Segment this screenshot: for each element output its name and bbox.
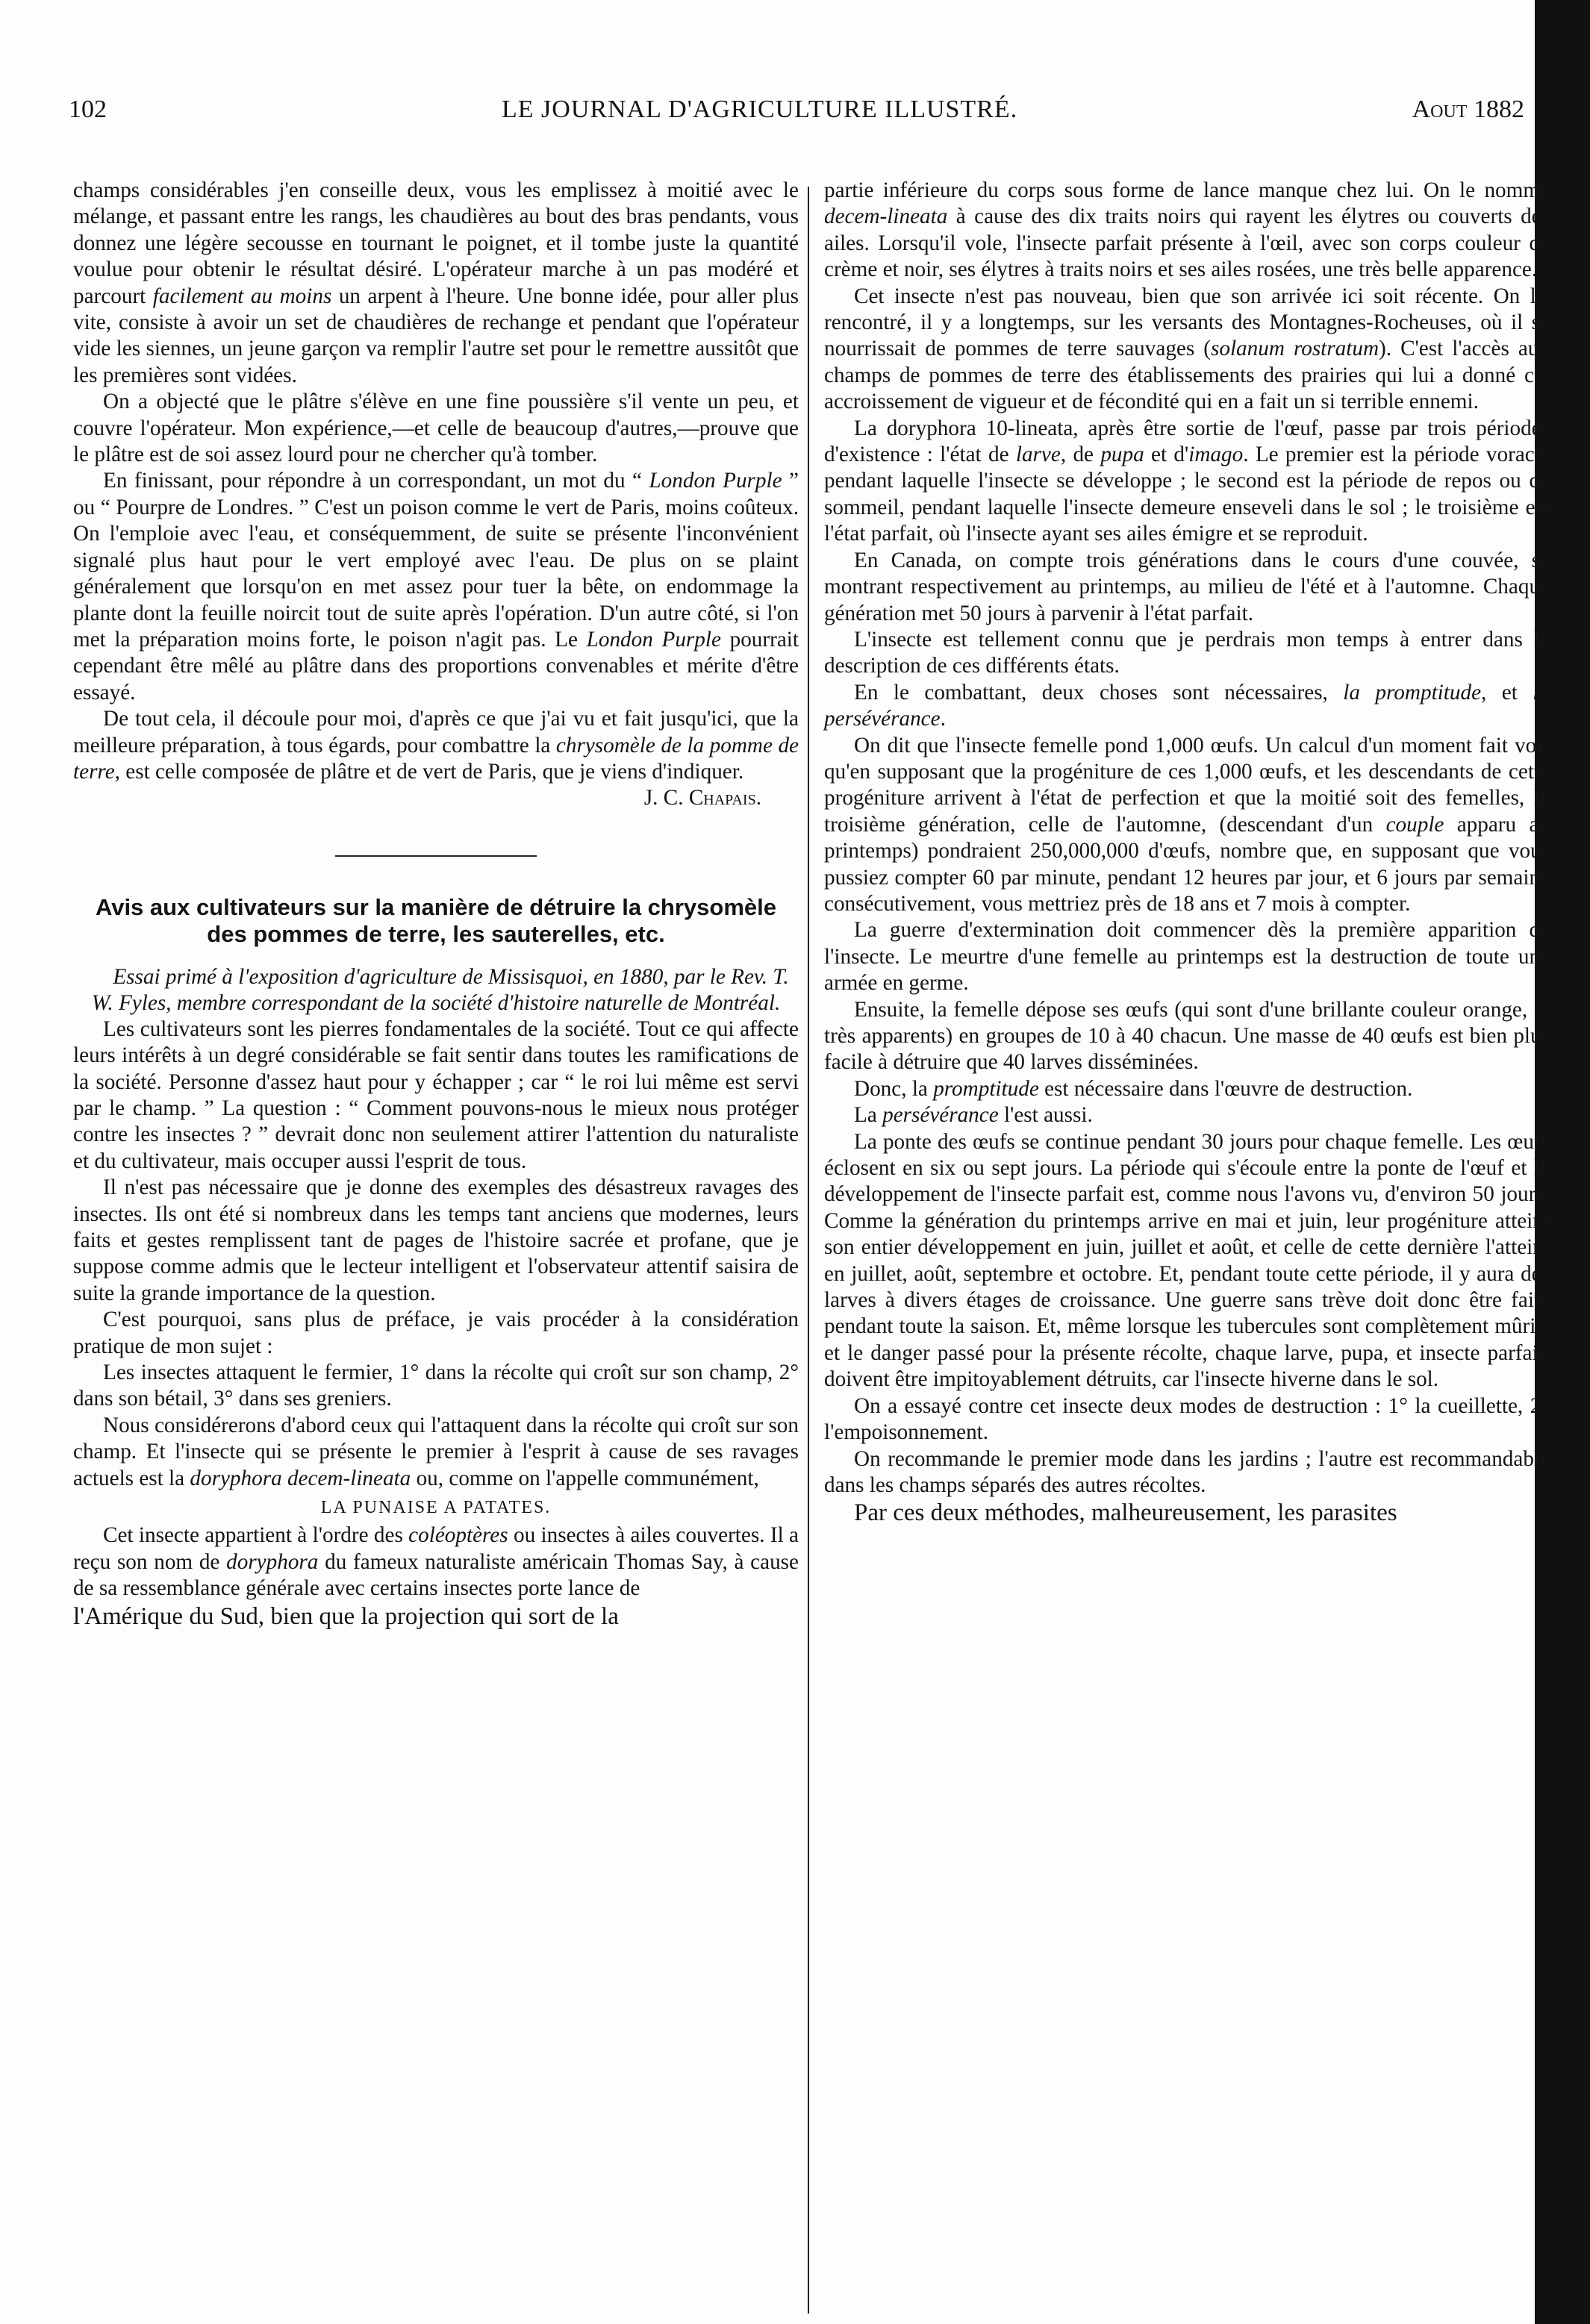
article-separator [335, 855, 537, 857]
paragraph-last-line: l'Amérique du Sud, bien que la projection qui sort de la [73, 1602, 619, 1630]
page-number: 102 [69, 96, 107, 123]
column-divider [808, 187, 809, 2314]
paragraph: partie inférieure du corps sous forme de lance manque chez lui. On le nomme decem-lineata à cause des dix traits noirs qui rayent les élytres ou couverts des ailes. Lorsqu'il vole, l'insecte parfait présente à l'œil, avec son corps couleur de crème et noir, ses élytres à traits noirs et ses ailes rosées, une très belle apparence. [824, 178, 1550, 282]
paragraph: L'insecte est tellement connu que je perdrais mon temps à entrer dans la description de ces différents états. [824, 627, 1550, 678]
paragraph: On a objecté que le plâtre s'élève en une fine poussière s'il vente un peu, et couvre l'opérateur. Mon expérience,—et celle de beaucoup d'autres,—prouve que le plâtre est de soi assez lourd pour ne chercher qu'à tomber. [73, 390, 799, 467]
paragraph: Les insectes attaquent le fermier, 1° dans la récolte qui croît sur son champ, 2° dans son bétail, 3° dans ses greniers. [73, 1361, 799, 1411]
right-column [824, 178, 1550, 1527]
paragraph: C'est pourquoi, sans plus de préface, je vais procéder à la considération pratique de mon sujet : [73, 1308, 799, 1358]
paragraph: En le combattant, deux choses sont nécessaires, la promptitude, et la persévérance. [824, 680, 1550, 731]
article-title: Avis aux cultivateurs sur la manière de détruire la chrysomèle des pommes de terre, les sauterelles, etc. [95, 893, 777, 947]
paragraph: La persévérance l'est aussi. [854, 1103, 1093, 1128]
left-column [73, 178, 799, 1631]
paragraph: Cet insecte appartient à l'ordre des coléoptères ou insectes à ailes couvertes. Il a reçu son nom de doryphora du fameux naturaliste américain Thomas Say, à cause de sa ressemblance générale avec certains insectes porte lance de [73, 1523, 799, 1601]
paragraph: Les cultivateurs sont les pierres fondamentales de la société. Tout ce qui affecte leurs intérêts à un degré considérable se fait sentir dans toutes les ramifications de la société. Personne d'assez haut pour y échapper ; car “ le roi lui même est servi par le champ. ” La question : “ Comment pouvons-nous le mieux nous protéger contre les insectes ? ” devrait donc non seulement attirer l'attention du naturaliste et du cultivateur, mais occuper aussi l'esprit de tous. [73, 1016, 799, 1173]
paragraph: Par ces deux méthodes, malheureusement, les parasites [854, 1499, 1397, 1527]
journal-title: LE JOURNAL D'AGRICULTURE ILLUSTRÉ. [502, 96, 1018, 123]
author-signature: J. C. Chapais. [643, 786, 761, 810]
article-subtitle: Essai primé à l'exposition d'agriculture de Missisquoi, en 1880, par le Rev. T. W. Fyles, membre correspondant de la société d'histoire naturelle de Montréal. [91, 964, 789, 1015]
paragraph: On recommande le premier mode dans les jardins ; l'autre est recommandable dans les champs séparés des autres récoltes. [824, 1446, 1550, 1497]
paragraph: Ensuite, la femelle dépose ses œufs (qui sont d'une brillante couleur orange, et très apparents) en groupes de 10 à 40 chacun. Une masse de 40 œufs est bien plus facile à détruire que 40 larves disséminées. [824, 997, 1550, 1075]
paragraph: Il n'est pas nécessaire que je donne des exemples des désastreux ravages des insectes. Ils ont été si nombreux dans les temps tant anciens que modernes, leurs faits et gestes remplissent tant de pages de l'histoire sacrée et profane, que je suppose comme admis que le lecteur intelligent et l'observateur attentif saisira de suite la grande importance de la question. [73, 1175, 799, 1305]
page-header [69, 91, 1524, 136]
paragraph: De tout cela, il découle pour moi, d'après ce que j'ai vu et fait jusqu'ici, que la meilleure préparation, à tous égards, pour combattre la chrysomèle de la pomme de terre, est celle composée de plâtre et de vert de Paris, que je viens d'indiquer. [73, 707, 799, 784]
paragraph: champs considérables j'en conseille deux, vous les emplissez à moitié avec le mélange, et passant entre les rangs, les chaudières au bout des bras pendants, vous donnez une légère secousse en tournant le poignet, et il tombe juste la quantité voulue pour obtenir le résultat désiré. L'opérateur marche à un pas modéré et parcourt facilement au moins un arpent à l'heure. Une bonne idée, pour aller plus vite, consiste à avoir un set de chaudières de rechange et pendant que l'opérateur vide les siennes, un jeune garçon va remplir l'autre set pour le remettre aussitôt que les premières sont vidées. [73, 178, 799, 387]
paragraph: Donc, la promptitude est nécessaire dans l'œuvre de destruction. [854, 1076, 1413, 1101]
paragraph: On a essayé contre cet insecte deux modes de destruction : 1° la cueillette, 2° l'empoisonnement. [824, 1393, 1550, 1445]
paragraph: Nous considérerons d'abord ceux qui l'attaquent dans la récolte qui croît sur son champ. Et l'insecte qui se présente le premier à l'esprit à cause de ses ravages actuels est la doryphora decem-lineata ou, comme on l'appelle communément, [73, 1413, 799, 1490]
issue-date: Aout 1882 [1412, 96, 1524, 123]
paragraph: En Canada, on compte trois générations dans le cours d'une couvée, se montrant respectivement au printemps, au milieu de l'été et à l'automne. Chaque génération met 50 jours à parvenir à l'état parfait. [824, 548, 1550, 625]
paragraph: La ponte des œufs se continue pendant 30 jours pour chaque femelle. Les œufs éclosent en six ou sept jours. La période qui s'écoule entre la ponte de l'œuf et le développement de l'insecte parfait est, comme nous l'avons vu, d'environ 50 jours. Comme la génération du printemps arrive en mai et juin, leur progéniture atteint son entier développement en juin, juillet et août, et celle de cette dernière l'atteint en juillet, août, septembre et octobre. Et, pendant toute cette période, il y aura des larves à divers étages de croissance. Une guerre sans trève doit donc être faite pendant toute la saison. Et, même lorsque les tubercules sont complètement mûris, et le danger passé pour la présente récolte, chaque larve, pupa, et insecte parfait, doivent être impitoyablement détruits, car l'insecte hiverne dans le sol. [824, 1129, 1550, 1392]
paragraph: La doryphora 10-lineata, après être sortie de l'œuf, passe par trois périodes d'existence : l'état de larve, de pupa et d'imago. Le premier est la période vorace, pendant laquelle l'insecte se développe ; le second est la période de repos ou de sommeil, pendant laquelle l'insecte demeure enseveli dans le sol ; le troisième est l'état parfait, où l'insecte ayant ses ailes émigre et se reproduit. [824, 416, 1550, 546]
paragraph: En finissant, pour répondre à un correspondant, un mot du “ London Purple ” ou “ Pourpre de Londres. ” C'est un poison comme le vert de Paris, moins coûteux. On l'emploie avec l'eau, et conséquemment, de suite se présente l'inconvénient signalé plus haut pour le vert employé avec l'eau. De plus on se plaint généralement que lorsqu'on en met assez pour tuer la bête, on endommage la plante dont la feuille noircit tout de suite après l'opération. D'un autre côté, si l'on met la préparation moins forte, le poison n'agit pas. Le London Purple pourrait cependant être mêlé au plâtre dans des proportions convenables et mérite d'être essayé. [73, 469, 799, 705]
paragraph: La guerre d'extermination doit commencer dès la première apparition de l'insecte. Le meurtre d'une femelle au printemps est la destruction de toute une armée en germe. [824, 918, 1550, 996]
section-heading: LA PUNAISE A PATATES. [320, 1498, 552, 1518]
paragraph: Cet insecte n'est pas nouveau, bien que son arrivée ici soit récente. On l'a rencontré, il y a longtemps, sur les versants des Montagnes-Rocheuses, où il se nourrissait de pommes de terre sauvages (solanum rostratum). C'est l'accès aux champs de pommes de terre des établissements des prairies qui lui a donné cet accroissement de vigueur et de fécondité qui en a fait un si terrible ennemi. [824, 284, 1550, 414]
paragraph: On dit que l'insecte femelle pond 1,000 œufs. Un calcul d'un moment fait voir qu'en supposant que la progéniture de ces 1,000 œufs, et les descendants de cette progéniture arrivent à l'état de perfection et que la moitié soit des femelles, la troisième génération, celle de l'automne, (descendant d'un couple apparu au printemps) pondraient 250,000,000 d'œufs, nombre que, en supposant que vous pussiez compter 60 par minute, pendant 12 heures par jour, et 6 jours par semaine consécutivement, vous mettriez près de 18 ans et 7 mois à compter. [824, 733, 1550, 916]
